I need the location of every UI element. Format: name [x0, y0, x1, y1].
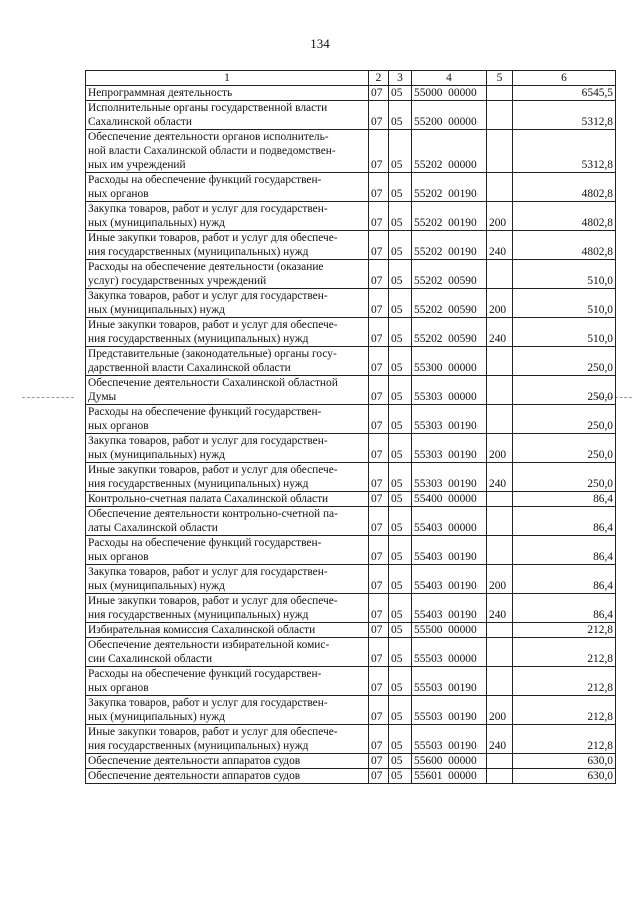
- table-row: [86, 507, 616, 536]
- table-row: [86, 594, 616, 623]
- expense-type-code: [487, 101, 513, 130]
- target-article-code: 55000 00000: [412, 86, 487, 101]
- expense-item-name: Закупка товаров, работ и услуг для государствен- ных (муниципальных) нужд: [86, 565, 369, 594]
- section-code: 07: [369, 638, 389, 667]
- expense-item-name: Исполнительные органы государственной власти Сахалинской области: [86, 101, 369, 130]
- amount: 5312,8: [513, 101, 616, 130]
- subsection-code: 05: [389, 101, 412, 130]
- expense-item-name: Закупка товаров, работ и услуг для государствен- ных (муниципальных) нужд: [86, 434, 369, 463]
- table-row: [86, 202, 616, 231]
- amount: 86,4: [513, 594, 616, 623]
- amount: 250,0: [513, 376, 616, 405]
- amount: 86,4: [513, 536, 616, 565]
- subsection-code: 05: [389, 507, 412, 536]
- expense-type-code: 200: [487, 696, 513, 725]
- target-article-code: 55403 00000: [412, 507, 487, 536]
- target-article-code: 55403 00190: [412, 594, 487, 623]
- expense-item-name: Представительные (законодательные) органы госу- дарственной власти Сахалинской области: [86, 347, 369, 376]
- target-article-code: 55403 00190: [412, 565, 487, 594]
- subsection-code: 05: [389, 376, 412, 405]
- table-row: [86, 623, 616, 638]
- expense-item-name: Обеспечение деятельности аппаратов судов: [86, 754, 369, 769]
- expense-type-code: [487, 260, 513, 289]
- expense-item-name: Закупка товаров, работ и услуг для государствен- ных (муниципальных) нужд: [86, 202, 369, 231]
- section-code: 07: [369, 260, 389, 289]
- target-article-code: 55202 00190: [412, 231, 487, 260]
- target-article-code: 55202 00190: [412, 173, 487, 202]
- budget-table-body: [86, 71, 616, 784]
- section-code: 07: [369, 289, 389, 318]
- expense-type-code: 240: [487, 318, 513, 347]
- expense-type-code: [487, 507, 513, 536]
- expense-type-code: 240: [487, 725, 513, 754]
- section-code: 07: [369, 173, 389, 202]
- expense-item-name: Обеспечение деятельности органов исполнитель- ной власти Сахалинской области и подведомствен- ных им учреждений: [86, 130, 369, 173]
- subsection-code: 05: [389, 347, 412, 376]
- target-article-code: 55303 00190: [412, 463, 487, 492]
- column-number: 3: [389, 71, 412, 86]
- expense-item-name: Расходы на обеспечение функций государствен- ных органов: [86, 667, 369, 696]
- subsection-code: 05: [389, 289, 412, 318]
- amount: 212,8: [513, 667, 616, 696]
- table-row: [86, 725, 616, 754]
- column-number: 2: [369, 71, 389, 86]
- target-article-code: 55503 00190: [412, 696, 487, 725]
- scan-artifact-line: [22, 397, 74, 399]
- target-article-code: 55503 00000: [412, 638, 487, 667]
- section-code: 07: [369, 507, 389, 536]
- table-row: [86, 347, 616, 376]
- target-article-code: 55303 00000: [412, 376, 487, 405]
- expense-type-code: 200: [487, 565, 513, 594]
- table-row: [86, 769, 616, 784]
- subsection-code: 05: [389, 260, 412, 289]
- expense-type-code: [487, 667, 513, 696]
- table-row: [86, 754, 616, 769]
- amount: 510,0: [513, 260, 616, 289]
- table-row: [86, 492, 616, 507]
- amount: 250,0: [513, 405, 616, 434]
- subsection-code: 05: [389, 130, 412, 173]
- section-code: 07: [369, 769, 389, 784]
- amount: 4802,8: [513, 231, 616, 260]
- target-article-code: 55400 00000: [412, 492, 487, 507]
- amount: 212,8: [513, 638, 616, 667]
- target-article-code: 55202 00590: [412, 318, 487, 347]
- target-article-code: 55500 00000: [412, 623, 487, 638]
- expense-type-code: [487, 173, 513, 202]
- amount: 4802,8: [513, 173, 616, 202]
- amount: 630,0: [513, 754, 616, 769]
- amount: 86,4: [513, 507, 616, 536]
- subsection-code: 05: [389, 405, 412, 434]
- section-code: 07: [369, 101, 389, 130]
- amount: 86,4: [513, 565, 616, 594]
- expense-type-code: [487, 347, 513, 376]
- subsection-code: 05: [389, 536, 412, 565]
- amount: 212,8: [513, 725, 616, 754]
- amount: 250,0: [513, 463, 616, 492]
- column-number: 5: [487, 71, 513, 86]
- expense-type-code: [487, 86, 513, 101]
- expense-type-code: [487, 405, 513, 434]
- subsection-code: 05: [389, 318, 412, 347]
- subsection-code: 05: [389, 231, 412, 260]
- section-code: 07: [369, 463, 389, 492]
- amount: 4802,8: [513, 202, 616, 231]
- subsection-code: 05: [389, 565, 412, 594]
- expense-item-name: Иные закупки товаров, работ и услуг для обеспече- ния государственных (муниципальных) нужд: [86, 725, 369, 754]
- table-row: [86, 638, 616, 667]
- table-row: [86, 405, 616, 434]
- column-number: 1: [86, 71, 369, 86]
- target-article-code: 55300 00000: [412, 347, 487, 376]
- section-code: 07: [369, 434, 389, 463]
- table-row: [86, 260, 616, 289]
- amount: 250,0: [513, 347, 616, 376]
- amount: 86,4: [513, 492, 616, 507]
- amount: 6545,5: [513, 86, 616, 101]
- section-code: 07: [369, 623, 389, 638]
- expense-item-name: Закупка товаров, работ и услуг для государствен- ных (муниципальных) нужд: [86, 289, 369, 318]
- expense-item-name: Закупка товаров, работ и услуг для государствен- ных (муниципальных) нужд: [86, 696, 369, 725]
- section-code: 07: [369, 536, 389, 565]
- page-number: 134: [310, 36, 330, 51]
- table-row: [86, 86, 616, 101]
- section-code: 07: [369, 667, 389, 696]
- section-code: 07: [369, 347, 389, 376]
- amount: 630,0: [513, 769, 616, 784]
- target-article-code: 55202 00590: [412, 289, 487, 318]
- section-code: 07: [369, 405, 389, 434]
- table-row: [86, 376, 616, 405]
- expense-item-name: Иные закупки товаров, работ и услуг для обеспече- ния государственных (муниципальных) нужд: [86, 463, 369, 492]
- amount: 212,8: [513, 696, 616, 725]
- expense-type-code: 200: [487, 434, 513, 463]
- column-number: 6: [513, 71, 616, 86]
- target-article-code: 55503 00190: [412, 667, 487, 696]
- amount: 212,8: [513, 623, 616, 638]
- expense-type-code: 240: [487, 463, 513, 492]
- budget-table: [85, 70, 616, 784]
- section-code: 07: [369, 492, 389, 507]
- table-row: [86, 101, 616, 130]
- expense-item-name: Расходы на обеспечение функций государствен- ных органов: [86, 173, 369, 202]
- target-article-code: 55202 00000: [412, 130, 487, 173]
- expense-type-code: 200: [487, 289, 513, 318]
- expense-item-name: Обеспечение деятельности аппаратов судов: [86, 769, 369, 784]
- section-code: 07: [369, 202, 389, 231]
- expense-item-name: Обеспечение деятельности избирательной комис- сии Сахалинской области: [86, 638, 369, 667]
- table-row: [86, 696, 616, 725]
- table-row: [86, 289, 616, 318]
- subsection-code: 05: [389, 173, 412, 202]
- table-row: [86, 463, 616, 492]
- expense-type-code: 240: [487, 594, 513, 623]
- subsection-code: 05: [389, 696, 412, 725]
- expense-item-name: Расходы на обеспечение функций государствен- ных органов: [86, 536, 369, 565]
- subsection-code: 05: [389, 434, 412, 463]
- table-row: [86, 434, 616, 463]
- table-row: [86, 667, 616, 696]
- expense-type-code: [487, 492, 513, 507]
- target-article-code: 55202 00590: [412, 260, 487, 289]
- section-code: 07: [369, 754, 389, 769]
- section-code: 07: [369, 231, 389, 260]
- section-code: 07: [369, 86, 389, 101]
- subsection-code: 05: [389, 667, 412, 696]
- section-code: 07: [369, 594, 389, 623]
- subsection-code: 05: [389, 492, 412, 507]
- subsection-code: 05: [389, 86, 412, 101]
- amount: 510,0: [513, 289, 616, 318]
- expense-type-code: [487, 769, 513, 784]
- table-row: [86, 130, 616, 173]
- section-code: 07: [369, 696, 389, 725]
- table-row: [86, 173, 616, 202]
- expense-type-code: 240: [487, 231, 513, 260]
- expense-type-code: [487, 130, 513, 173]
- target-article-code: 55601 00000: [412, 769, 487, 784]
- target-article-code: 55403 00190: [412, 536, 487, 565]
- target-article-code: 55303 00190: [412, 405, 487, 434]
- amount: 510,0: [513, 318, 616, 347]
- column-number: 4: [412, 71, 487, 86]
- subsection-code: 05: [389, 754, 412, 769]
- subsection-code: 05: [389, 769, 412, 784]
- table-row: [86, 565, 616, 594]
- target-article-code: 55200 00000: [412, 101, 487, 130]
- section-code: 07: [369, 130, 389, 173]
- section-code: 07: [369, 376, 389, 405]
- amount: 5312,8: [513, 130, 616, 173]
- expense-item-name: Контрольно-счетная палата Сахалинской области: [86, 492, 369, 507]
- expense-item-name: Непрограммная деятельность: [86, 86, 369, 101]
- table-row: [86, 231, 616, 260]
- subsection-code: 05: [389, 594, 412, 623]
- target-article-code: 55503 00190: [412, 725, 487, 754]
- column-number-row: [86, 71, 616, 86]
- target-article-code: 55303 00190: [412, 434, 487, 463]
- expense-type-code: [487, 754, 513, 769]
- table-row: [86, 536, 616, 565]
- table-row: [86, 318, 616, 347]
- expense-item-name: Избирательная комиссия Сахалинской области: [86, 623, 369, 638]
- expense-item-name: Обеспечение деятельности Сахалинской областной Думы: [86, 376, 369, 405]
- section-code: 07: [369, 318, 389, 347]
- subsection-code: 05: [389, 623, 412, 638]
- expense-type-code: [487, 638, 513, 667]
- expense-item-name: Обеспечение деятельности контрольно-счетной па- латы Сахалинской области: [86, 507, 369, 536]
- subsection-code: 05: [389, 463, 412, 492]
- expense-type-code: 200: [487, 202, 513, 231]
- target-article-code: 55600 00000: [412, 754, 487, 769]
- section-code: 07: [369, 725, 389, 754]
- target-article-code: 55202 00190: [412, 202, 487, 231]
- subsection-code: 05: [389, 725, 412, 754]
- amount: 250,0: [513, 434, 616, 463]
- expense-item-name: Иные закупки товаров, работ и услуг для обеспече- ния государственных (муниципальных) нужд: [86, 318, 369, 347]
- expense-type-code: [487, 623, 513, 638]
- expense-item-name: Иные закупки товаров, работ и услуг для обеспече- ния государственных (муниципальных) нужд: [86, 231, 369, 260]
- expense-type-code: [487, 536, 513, 565]
- subsection-code: 05: [389, 638, 412, 667]
- expense-item-name: Расходы на обеспечение деятельности (оказание услуг) государственных учреждений: [86, 260, 369, 289]
- section-code: 07: [369, 565, 389, 594]
- expense-item-name: Иные закупки товаров, работ и услуг для обеспече- ния государственных (муниципальных) нужд: [86, 594, 369, 623]
- subsection-code: 05: [389, 202, 412, 231]
- expense-type-code: [487, 376, 513, 405]
- expense-item-name: Расходы на обеспечение функций государствен- ных органов: [86, 405, 369, 434]
